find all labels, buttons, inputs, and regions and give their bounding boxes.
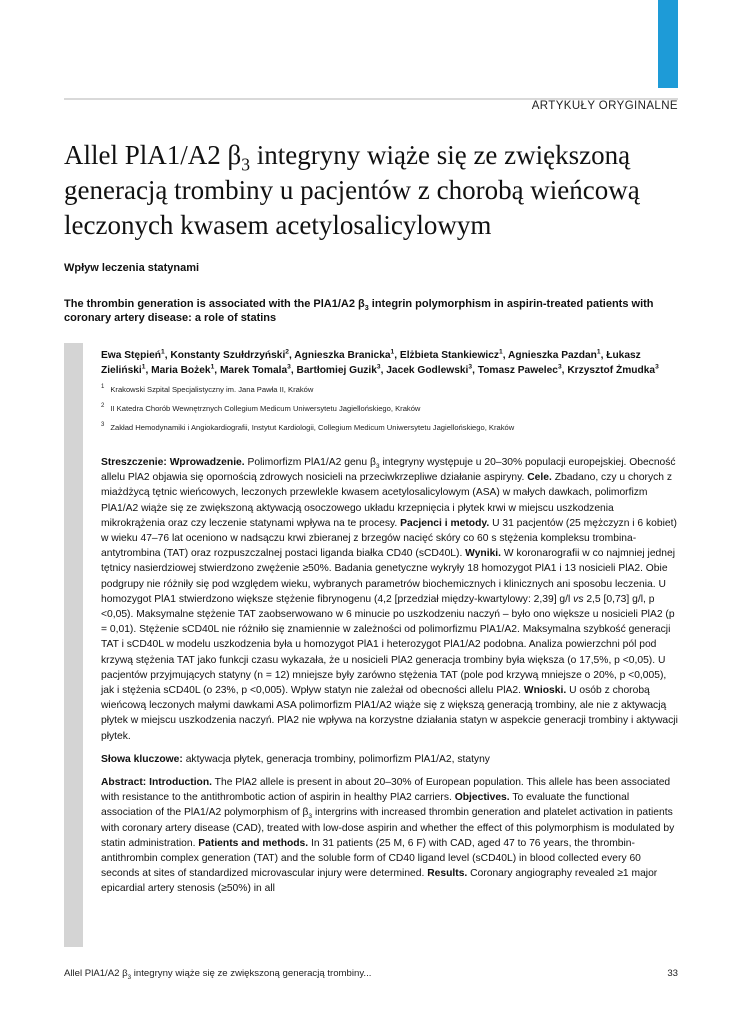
affiliation-text: Zakład Hemodynamiki i Angiokardiografii, Instytut Kardiologii, Collegium Medicum Uniwersytetu Jagiellońskiego, Kraków [110, 423, 515, 432]
author-name: Ewa Stępień [101, 350, 162, 361]
abstract-pl-subscript: 3 [375, 463, 380, 471]
author-name: Bartłomiej Guzik [296, 365, 377, 376]
label-introduction: Introduction. [149, 777, 212, 789]
label-wnioski: Wnioski. [523, 685, 567, 697]
author-name: Elżbieta Stankiewicz [399, 350, 499, 361]
abstract-pl-text: 2,5 [0,73] g/l, p <0,05). Maksymalne stężenie TAT zaobserwowano w 6 minucie po uszkodzeniu naczyń – było ono większe u nosicieli PlA2 (p = 0,01). Stężenie sCD40L nie różniło się znamiennie w zależności od polimorfizmu PlA1/A2. Maksymalna szybkość generacji TAT i sCD40L w modelu uszkodzenia była u homozygot PlA1 i heterozygot PlA1/A2 podobna. Analiza powierzchni pól pod krzywą stężenia TAT jako funkcji czasu wykazała, że u nosicieli PlA2 generacja trombiny była większa (o 17,5%, p <0,05). U pacjentów przyjmujących statyny (n = 12) mniejsze były zarówno stężenia TAT (pole pod krzywą mniejsze o 20%, p <0,005), jak i stężenia sCD40L (o 23%, p <0,005). Wpływ statyn nie zależał od obecności allelu PlA2. [101, 593, 675, 697]
affiliation [101, 384, 679, 395]
en-title-subscript: 3 [364, 304, 369, 313]
abstract-english [101, 775, 679, 897]
author-affiliation-number: 1 [210, 363, 215, 371]
abstract-en-text: In 31 patients (25 M, 6 F) with CAD, aged 47 to 76 years, the thrombin-antithrombin complex generation (TAT) and the soluble form of CD40 ligand level (sCD40L) in blood collected every 60 seconds at sites of standardized microvascular injury were determined. [101, 837, 641, 880]
author-affiliation-number: 1 [141, 363, 146, 371]
label-objectives: Objectives. [454, 792, 510, 804]
label-streszczenie: Streszczenie: [101, 457, 167, 468]
accent-bar [658, 0, 678, 88]
page-number: 33 [667, 968, 678, 979]
abstract-pl-text: Polimorfizm PlA1/A2 genu β [244, 457, 376, 468]
abstract-pl-text: U 31 pacjentów (25 mężczyzn i 6 kobiet) w wieku 47–76 lat oceniono w nadsączu krwi zbieranej z brzegów nacięć skóry co 60 s stężenia kompleksu trombina-antytrombina (TAT) oraz rozpuszczalnej postaci liganda białka CD40 (sCD40L). [101, 517, 677, 560]
author-name: Agnieszka Pazdan [507, 350, 597, 361]
top-rule [64, 98, 678, 100]
english-title [64, 297, 684, 325]
author-affiliation-number: 1 [596, 348, 601, 356]
label-patients-methods: Patients and methods. [198, 837, 309, 849]
article-subtitle: Wpływ leczenia statynami [64, 262, 200, 274]
author-affiliation-number: 3 [655, 363, 659, 371]
label-wprowadzenie: Wprowadzenie. [169, 457, 245, 468]
keywords [101, 752, 679, 767]
author-name: Łukasz Zieliński [101, 350, 641, 376]
author-affiliation-number: 1 [161, 348, 165, 356]
label-abstract: Abstract: [101, 777, 147, 789]
affiliation-number: 2 [101, 403, 105, 410]
author-name: Krzysztof Żmudka [567, 365, 656, 376]
abstract-en-text: The PlA2 allele is present in about 20–30% of European population. This allele has been associated with resistance to the antithrombotic action of aspirin in healthy PlA2 carriers. [101, 777, 671, 804]
author-name: Agnieszka Branicka [294, 350, 391, 361]
affiliation-number: 1 [101, 384, 105, 391]
abstract-polish [101, 455, 679, 744]
label-cele: Cele. [527, 472, 552, 484]
affiliation-text: Krakowski Szpital Specjalistyczny im. Jana Pawła II, Kraków [110, 385, 314, 394]
label-pacjenci: Pacjenci i metody. [400, 517, 490, 529]
footer-text-a: Allel PlA1/A2 β [64, 968, 128, 979]
abstract-pl-text: U osób z chorobą wieńcową leczonych małymi dawkami ASA polimorfizm PlA1/A2 wiąże się z większą generacją trombiny, ale nie z aktywacją płytek w miejscu uszkodzenia naczyń. PlA2 nie wpływa na korzystne działania statyn w aspekcie generacji trombiny i aktywacji płytek. [101, 685, 678, 742]
keywords-text: aktywacja płytek, generacja trombiny, polimorfizm PlA1/A2, statyny [182, 753, 490, 765]
affiliation-list [101, 384, 679, 433]
article-title [64, 138, 684, 243]
abstract-en-text: Coronary angiography revealed ≥1 major epicardial artery stenosis (≥50%) in all [101, 868, 658, 895]
author-affiliation-number: 1 [390, 348, 395, 356]
author-affiliation-number: 2 [285, 348, 289, 356]
footer-subscript: 3 [127, 973, 132, 981]
affiliation-number: 3 [101, 422, 105, 429]
abstract-en-text: intergrins with increased thrombin generation and platelet activation in patients with coronary artery disease (CAD), treated with low-dose aspirin and whether the effect of this polymorphism is modulated by statin administration. [101, 807, 675, 849]
affiliation [101, 403, 679, 414]
author-name: Konstanty Szułdrzyński [170, 350, 286, 361]
author-affiliation-number: 3 [287, 363, 291, 371]
title-part1: Allel PlA1/A2 β [64, 140, 242, 170]
affiliation-text: II Katedra Chorób Wewnętrznych Collegium Medicum Uniwersytetu Jagiellońskiego, Kraków [110, 404, 421, 413]
abstract-en-subscript: 3 [308, 813, 313, 821]
label-results: Results. [427, 868, 468, 880]
author-name: Tomasz Pawelec [477, 365, 558, 376]
author-name: Jacek Godlewski [386, 365, 469, 376]
title-part2: integryny wiąże się ze zwiększoną generacją trombiny u pacjentów z chorobą wieńcową leczonych kwasem acetylosalicylowym [64, 140, 640, 240]
keywords-label: Słowa kluczowe: [101, 753, 183, 765]
abstract-pl-vs: vs [573, 593, 584, 605]
footer-text-b: integryny wiąże się ze zwiększoną generacją trombiny... [131, 968, 372, 979]
section-label: ARTYKUŁY ORYGINALNE [531, 100, 678, 112]
author-affiliation-number: 1 [499, 348, 503, 356]
en-title-part2: integrin polymorphism in aspirin-treated patients with coronary artery disease: a role of statins [64, 298, 654, 324]
abstract-en-text: To evaluate the functional association of the PlA1/A2 polymorphism of β [101, 792, 630, 819]
en-title-part1: The thrombin generation is associated with the PlA1/A2 β [64, 298, 365, 310]
running-footer [64, 968, 371, 979]
author-affiliation-number: 3 [376, 363, 381, 371]
abstract-pl-text: Zbadano, czy u chorych z miażdżycą tętnic wieńcowych, leczonych przewlekle kwasem acetylosalicylowym (ASA) w małych dawkach, polimorfizm PlA1/A2 wiąże się ze zwiększoną aktywacją osoczowego układu krzepnięcia i płytek krwi w miejscu uszkodzenia mikrokrążenia oraz czy leczenie statynami wpływa na te procesy. [101, 472, 673, 529]
title-subscript: 3 [241, 154, 251, 175]
abstract-pl-text: W koronarografii w co najmniej jednej tętnicy nasierdziowej stwierdzono zwężenie ≥50%. Badania genetyczne wykryły 18 homozygot PlA1 i 13 nosicieli PlA2. Obie podgrupy nie różniły się pod względem wieku, wybranych parametrów biochemicznych i klinicznych ani sposobu leczenia. U homozygot PlA1 stwierdzono większe stężenie fibrynogenu (4,2 [przedział między-kwartylowy: 2,39] g/l [101, 548, 676, 605]
author-name: Marek Tomala [219, 365, 288, 376]
article-content [101, 348, 679, 905]
author-name: Maria Bożek [151, 365, 211, 376]
affiliation [101, 422, 679, 433]
side-gray-bar [64, 343, 83, 947]
author-affiliation-number: 3 [557, 363, 562, 371]
author-affiliation-number: 3 [468, 363, 473, 371]
label-wyniki: Wyniki. [465, 548, 502, 560]
abstract-pl-text: integryny występuje u 20–30% populacji europejskiej. Obecność allelu PlA2 objawia się opornością zdrowych nosicieli na przeciwkrzepliwe działanie aspiryny. [101, 457, 676, 484]
author-list: Ewa Stępień$^1$, Konstanty Szułdrzyński$^2$, Agnieszka Branicka$^1$, Elżbieta Stankiewicz$^1$, Agnieszka Pazdan$^1$, Łukasz Zieliński$^1$, Maria Bożek$^1$, Marek Tomala$^3$, Bartłomiej Guzik$^3$, Jacek Godlewski$^3$, Tomasz Pawelec$^3$, Krzysztof Żmudka$^3$ [101, 348, 659, 376]
